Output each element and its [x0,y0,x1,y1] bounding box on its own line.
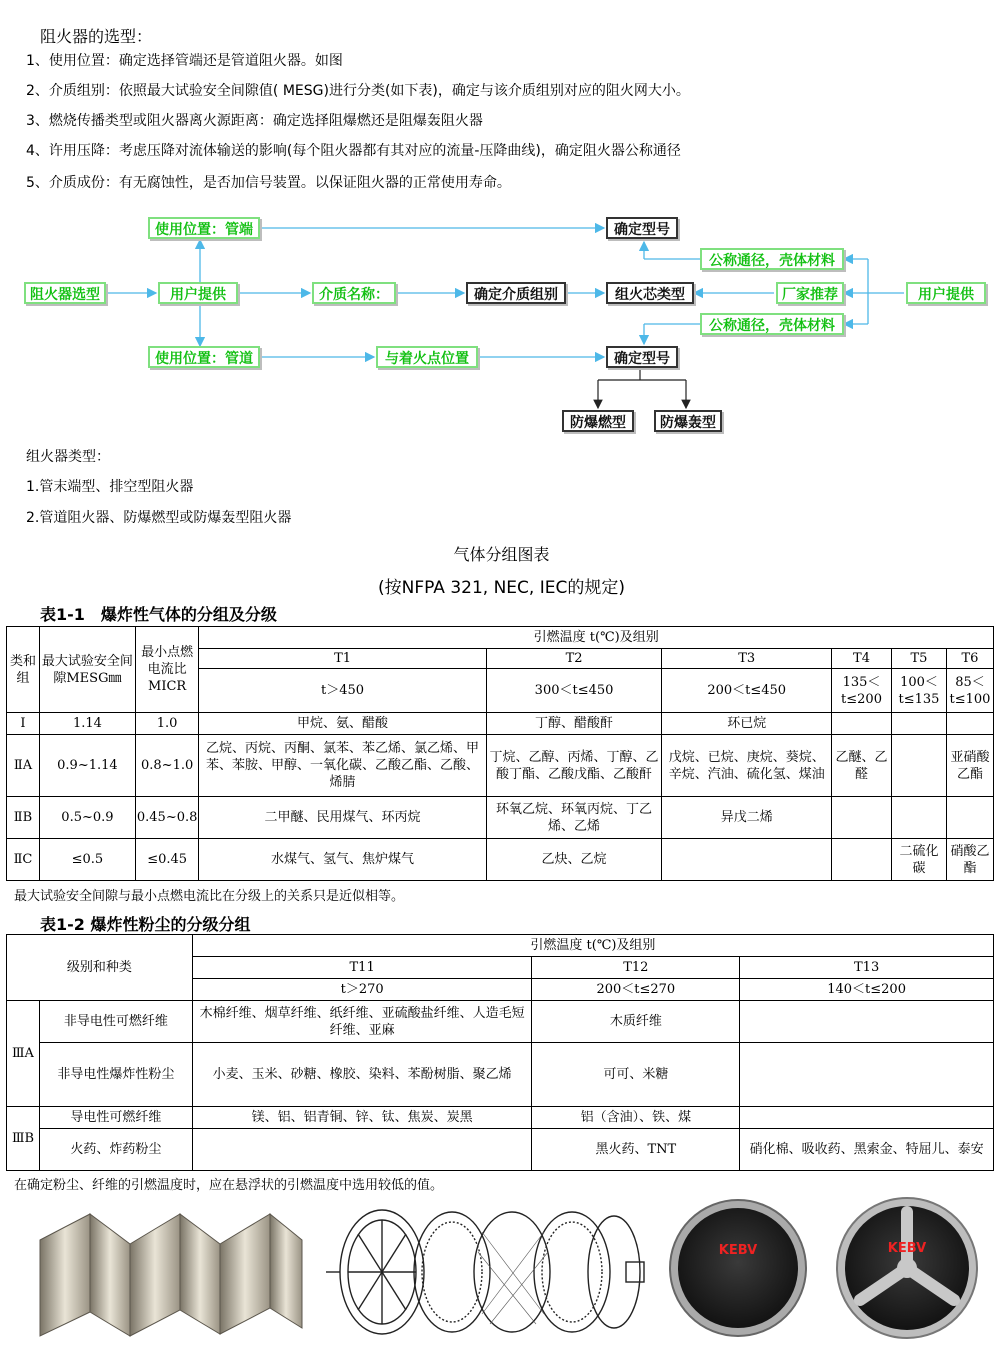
cell [192,1129,532,1171]
h-range: 85＜t≤100 [946,669,993,713]
flow-position-end: 使用位置：管端 [148,217,260,239]
h-range: t＞450 [199,669,486,713]
h-group: T4 [832,649,892,669]
cell: 木质纤维 [532,1001,740,1043]
h-group: T12 [532,957,740,979]
types-heading: 组火器类型： [26,449,110,465]
cell: 乙炔、乙烷 [486,839,662,881]
intro-item: 3、燃烧传播类型或阻火器离火源距离：确定选择阻爆燃还是阻爆轰阻火器 [26,113,483,129]
gas-chart-title: 气体分组图表 [453,545,550,564]
flow-position-pipe: 使用位置：管道 [148,346,260,368]
flow-nominal-bottom: 公称通径，壳体材料 [700,313,844,335]
types-item: 1.管末端型、排空型阻火器 [26,479,194,495]
h-class: 级别和种类 [7,935,193,1001]
cell [740,1043,994,1107]
cell: 环氧乙烷、环氧丙烷、丁乙烯、乙烯 [486,797,662,839]
intro-item: 2、介质组别：依照最大试验安全间隙值( MESG)进行分类(如下表)，确定与该介质组别对应的阻火网大小。 [26,83,690,99]
table1-note: 最大试验安全间隙与最小点燃电流比在分级上的关系只是近似相等。 [14,889,405,904]
cell: 0.8~1.0 [135,735,199,797]
h-group: T6 [946,649,993,669]
cell: 导电性可燃纤维 [39,1107,192,1129]
table-row [7,797,994,839]
cell: 乙醚、乙醛 [832,735,892,797]
cell: ≤0.5 [39,839,135,881]
cell: 甲烷、氨、醋酸 [199,713,486,735]
table-row [7,735,994,797]
cell: 0.5~0.9 [39,797,135,839]
h-range: 200＜t≤450 [662,669,832,713]
h-range: 300＜t≤450 [486,669,662,713]
flame-arrester-core-cross-image [834,1196,980,1342]
cell: 0.9~1.14 [39,735,135,797]
cell: 木棉纤维、烟草纤维、纸纤维、亚硫酸盐纤维、人造毛短纤维、亚麻 [192,1001,532,1043]
table2-title: 表1-2 爆炸性粉尘的分级分组 [40,915,251,934]
flow-model-bottom: 确定型号 [606,346,678,368]
flow-detonation: 防爆轰型 [654,410,722,432]
h-range: 200＜t≤270 [532,979,740,1001]
cell [892,797,947,839]
flow-start: 阻火器选型 [24,282,106,304]
gas-table [6,626,994,881]
cell [662,839,832,881]
flow-nominal-top: 公称通径，壳体材料 [700,248,844,270]
cell [892,713,947,735]
cell: 水煤气、氢气、焦炉煤气 [199,839,486,881]
cell: 异戊二烯 [662,797,832,839]
cell: ≤0.45 [135,839,199,881]
dust-table [6,934,994,1171]
flow-medium-name: 介质名称： [312,282,396,304]
intro-heading: 阻火器的选型： [40,27,153,46]
flow-ignition-position: 与着火点位置 [376,346,478,368]
h-group: T13 [740,957,994,979]
brand-text: KEBV [718,1243,758,1258]
flow-core-type: 组火芯类型 [606,282,694,304]
cell [946,797,993,839]
flow-user-provide-left: 用户提供 [158,282,238,304]
flow-user-provide-right: 用户提供 [906,282,986,304]
table-row [7,839,994,881]
cell: 亚硝酸乙酯 [946,735,993,797]
table-row [7,713,994,735]
h-range: 135＜t≤200 [832,669,892,713]
intro-item: 4、许用压降：考虑压降对流体输送的影响(每个阻火器都有其对应的流量-压降曲线)，确定阻火器公称通径 [26,143,681,159]
cell [832,797,892,839]
table1-title: 表1-1 爆炸性气体的分组及分级 [40,605,277,624]
flame-arrester-exploded-image [322,1204,652,1340]
cell: 丁醇、醋酸酐 [486,713,662,735]
cell: 镁、铝、铝青铜、锌、钛、焦炭、炭黑 [192,1107,532,1129]
cell [892,735,947,797]
cell: ⅡA [7,735,40,797]
cell: 非导电性爆炸性粉尘 [39,1043,192,1107]
cell [740,1001,994,1043]
h-range: 100＜t≤135 [892,669,947,713]
cell: 1.14 [39,713,135,735]
cell [832,713,892,735]
corrugated-sheet-image [30,1200,310,1340]
h-group: T1 [199,649,486,669]
cell: 小麦、玉米、砂糖、橡胶、染料、苯酚树脂、聚乙烯 [192,1043,532,1107]
cell: 二硫化碳 [892,839,947,881]
h-group: T5 [892,649,947,669]
cell: 丁烷、乙醇、丙烯、丁醇、乙酸丁酯、乙酸戊酯、乙酸酐 [486,735,662,797]
cell: 二甲醚、民用煤气、环丙烷 [199,797,486,839]
flow-medium-group: 确定介质组别 [466,282,566,304]
cell [740,1107,994,1129]
flow-model-top: 确定型号 [606,217,678,239]
h-micr: 最小点燃电流比MICR [135,627,199,713]
cell: ⅡC [7,839,40,881]
brand-text: KEBV [887,1241,927,1256]
h-group: T2 [486,649,662,669]
cell: 乙烷、丙烷、丙酮、氯苯、苯乙烯、氯乙烯、甲苯、苯胺、甲醇、一氧化碳、乙酸乙酯、乙酸、烯腈 [199,735,486,797]
h-group: T11 [192,957,532,979]
cell [832,839,892,881]
h-temp: 引燃温度 t(℃)及组别 [199,627,994,649]
cell: 戊烷、已烷、庚烷、葵烷、辛烷、汽油、硫化氢、煤油 [662,735,832,797]
h-group: T3 [662,649,832,669]
cell: 铝（含油）、铁、煤 [532,1107,740,1129]
table2-note: 在确定粉尘、纤维的引燃温度时，应在悬浮状的引燃温度中选用较低的值。 [14,1178,444,1193]
cell: 黑火药、TNT [532,1129,740,1171]
cell: 硝化棉、吸收药、黑索金、特屈儿、泰安 [740,1129,994,1171]
cell: 环已烷 [662,713,832,735]
intro-item: 1、使用位置：确定选择管端还是管道阻火器。如图 [26,53,343,69]
table-row [7,1001,994,1043]
cell: 可可、米糖 [532,1043,740,1107]
cell: Ⅰ [7,713,40,735]
table-row [7,1043,994,1107]
cell: 硝酸乙酯 [946,839,993,881]
table-row [7,1129,994,1171]
table-row [7,1107,994,1129]
h-temp: 引燃温度 t(℃)及组别 [192,935,993,957]
cell [946,713,993,735]
h-class: 类和组 [7,627,40,713]
class-cell: ⅢB [7,1107,40,1171]
cell: 0.45~0.8 [135,797,199,839]
h-mesg: 最大试验安全间隙MESG㎜ [39,627,135,713]
intro-item: 5、介质成份：有无腐蚀性，是否加信号装置。以保证阻火器的正常使用寿命。 [26,175,511,191]
cell: 1.0 [135,713,199,735]
types-item: 2.管道阻火器、防爆燃型或防爆轰型阻火器 [26,510,292,526]
h-range: 140＜t≤200 [740,979,994,1001]
cell: ⅡB [7,797,40,839]
cell: 非导电性可燃纤维 [39,1001,192,1043]
gas-chart-subtitle: (按NFPA 321, NEC, IEC的规定) [378,578,625,598]
flame-arrester-core-image [668,1196,808,1342]
flow-vendor: 厂家推荐 [776,282,844,304]
h-range: t＞270 [192,979,532,1001]
cell: 火药、炸药粉尘 [39,1129,192,1171]
flow-deflagration: 防爆燃型 [562,410,634,432]
class-cell: ⅢA [7,1001,40,1107]
